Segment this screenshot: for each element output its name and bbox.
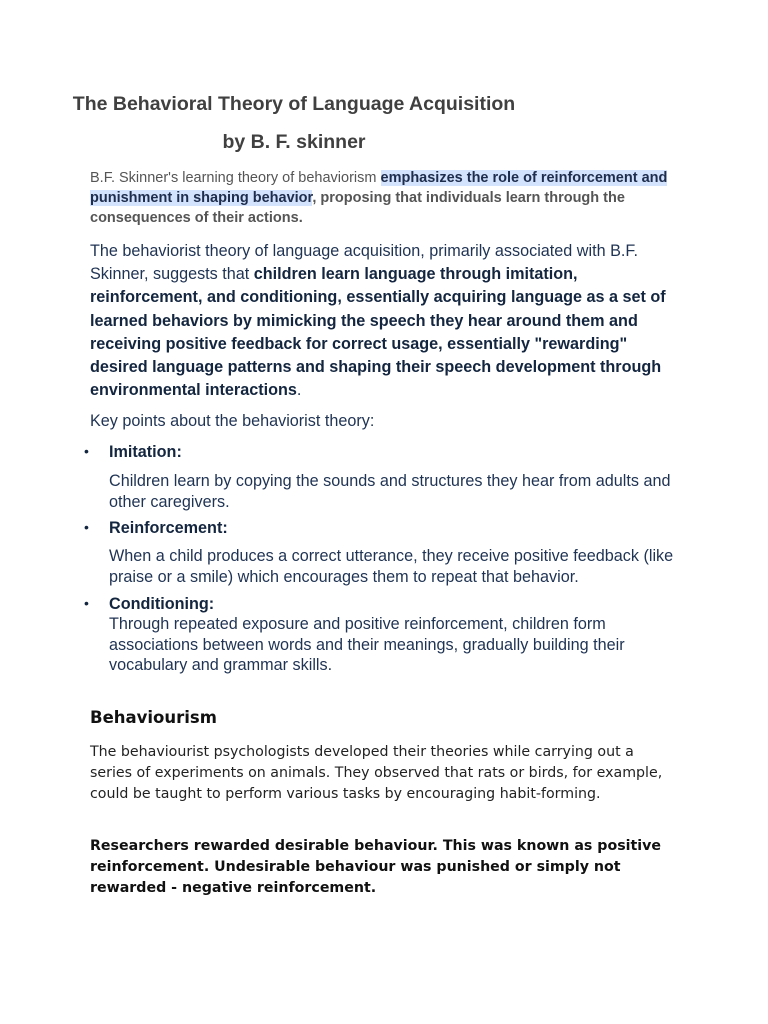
list-item-heading: Reinforcement: (109, 519, 228, 537)
list-item-heading: Imitation: (109, 443, 182, 461)
intro-highlighted-text: emphasizes the role of reinforcement and punishment in shaping behavior (90, 170, 668, 206)
page-subtitle-author: by B. F. skinner (222, 131, 366, 153)
section-heading: Behaviourism (90, 708, 217, 727)
list-item-body: When a child produces a correct utterance, they receive positive feedback (like praise or a smile) which encourages them to repeat that behavior. (109, 547, 674, 586)
list-item-body: Children learn by copying the sounds and structures they hear from adults and other caregivers. (109, 472, 671, 511)
key-points-intro: Key points about the behaviorist theory: (90, 412, 375, 430)
section-bold-paragraph: Researchers rewarded desirable behaviour. This was known as positive reinforcement. Undesirable behaviour was punished or simply not rewarded - negative reinforcement. (90, 838, 662, 896)
list-item-heading: Conditioning: (109, 595, 215, 613)
bullet-icon: • (84, 443, 89, 459)
page-title: The Behavioral Theory of Language Acquisition (72, 93, 516, 115)
intro-paragraph (90, 168, 680, 228)
main-paragraph (90, 240, 680, 402)
list-item-body: Through repeated exposure and positive reinforcement, children form associations between words and their meanings, gradually building their vocabulary and grammar skills. (109, 615, 625, 674)
bullet-icon: • (84, 519, 89, 535)
main-paragraph-plain-end: . (296, 381, 302, 400)
intro-plain-text: B.F. Skinner's learning theory of behaviorism (90, 170, 381, 186)
intro-bold-text: , proposing that individuals learn through the consequences of their actions. (90, 190, 625, 226)
main-paragraph-bold: children learn language through imitation, reinforcement, and conditioning, essentially acquiring language as a set of learned behaviors by mimicking the speech they hear around them and receiving positive feedback for correct usage, essentially "rewarding" desired language patterns and shaping their speech development through environmental interactions (90, 265, 666, 400)
bullet-icon: • (84, 595, 89, 611)
section-paragraph: The behaviourist psychologists developed their theories while carrying out a series of experiments on animals. They observed that rats or birds, for example, could be taught to perform various tasks by encouraging habit-forming. (90, 744, 663, 802)
main-paragraph-plain-start: The behaviorist theory of language acquisition, primarily associated with B.F. Skinner, suggests that (90, 242, 638, 284)
